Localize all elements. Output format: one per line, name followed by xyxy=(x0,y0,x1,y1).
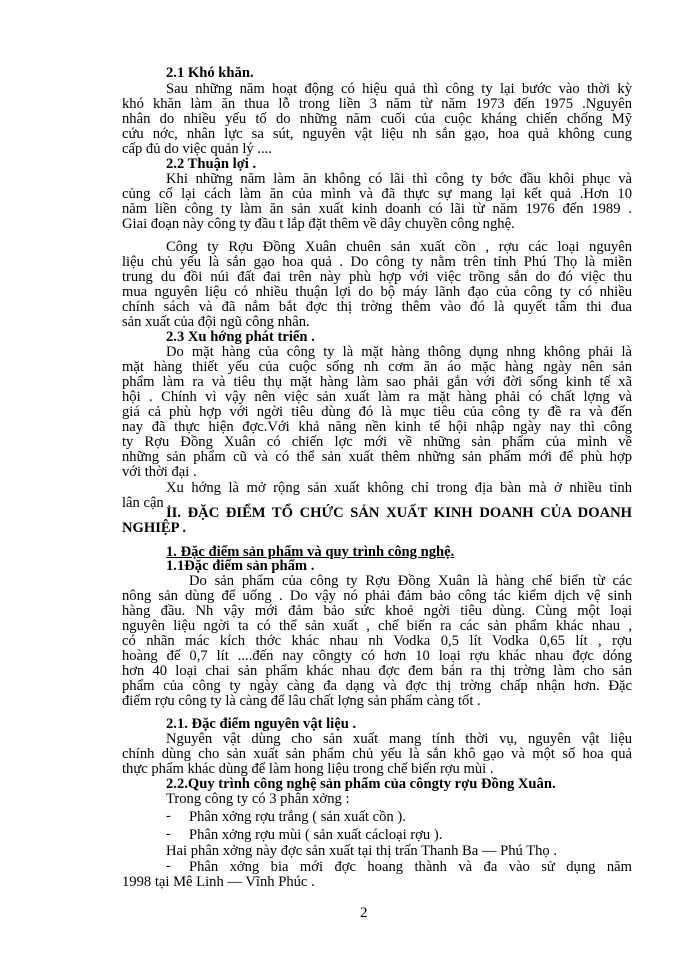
paragraph-line: hoàng đế 0,7 lít ....đến nay côngty có hơn 10 loại rợu khác nhau đợc dóng xyxy=(122,648,632,664)
list-item: Phân xởng bia mới đợc hoang thành và đa vào sử dụng năm xyxy=(189,859,632,875)
bullet-dash: - xyxy=(166,858,171,874)
heading-2-2-quy-trinh: 2.2.Quy trình công nghệ sản phẩm của côngty rợu Đồng Xuân. xyxy=(166,776,556,792)
paragraph-line: nông sản dùng để uống . Do vậy nó phải đảm bảo công tác kiểm dịch vệ sinh xyxy=(122,588,632,604)
paragraph-line: trung du đồi núi đất đai trên này phù hợp với việc trồng sắn do đó việc thu xyxy=(122,269,632,285)
paragraph-line: chính sách và đã nắm bắt đợc thị trờng thêm vào đó là quyết tâm thi đua xyxy=(122,299,632,315)
paragraph-line: nguyên liệu ngời ta có thể sản xuất , chế biến ra các sản phẩm khác nhau , xyxy=(122,618,632,634)
paragraph-line: cấp đủ do việc quản lý .... xyxy=(122,141,272,157)
paragraph-line: Do sản phẩm của công ty Rợu Đồng Xuân là hàng chế biến từ các xyxy=(189,573,632,589)
paragraph-line: hàng đầu. Nh vậy mới đảm bảo sức khoẻ ngời tiêu dùng. Cùng một loại xyxy=(122,603,632,619)
paragraph-line: Do mặt hàng của công ty là mặt hàng thông dụng nhng không phải là xyxy=(166,344,632,360)
paragraph-line: hơn 40 loại chai sản phẩm khác nhau đợc đem bán ra thị trờng làm cho sản xyxy=(122,663,632,679)
heading-1-dac-diem-san-pham: 1. Đặc điểm sản phẩm và quy trình công nghệ. xyxy=(166,544,455,560)
paragraph-line: Hai phân xởng này đợc sản xuất tại thị trấn Thanh Ba — Phú Thọ . xyxy=(166,843,558,859)
paragraph-line: Trong công ty có 3 phân xởng : xyxy=(166,791,350,807)
paragraph-line: khó khăn làm ăn thua lỗ trong liền 3 năm từ năm 1973 đến 1975 .Nguyên xyxy=(122,96,632,112)
paragraph-line: Công ty Rợu Đồng Xuân chuên sản xuất cồn , rợu các loại nguyên xyxy=(166,239,632,255)
paragraph-line: chính dùng cho sản xuất sản phẩm chủ yếu là sắn khô gạo và một số hoa quả xyxy=(122,746,632,762)
part-ii-heading: II. ĐẶC ĐIỂM TỔ CHỨC SẢN XUẤT KINH DOANH CỦA DOANH xyxy=(166,505,632,521)
paragraph-line: lân cận . xyxy=(122,495,172,511)
paragraph-line: năm liền công ty làm ăn sản xuất kinh doanh có lãi từ năm 1976 đến 1989 . xyxy=(122,201,632,217)
paragraph-line: giá cả phù hợp với ngời tiêu dùng đó là mục tiêu của công ty đề ra và đến xyxy=(122,404,632,420)
page-number: 2 xyxy=(360,905,368,921)
bullet-dash: - xyxy=(166,808,171,824)
subheading-1-1: 1.1Đặc điểm sản phẩm . xyxy=(166,558,315,574)
heading-2-2-thuan-loi: 2.2 Thuận lợi . xyxy=(166,156,257,172)
paragraph-line: củng cố lại cách làm ăn của mình và đã thực sự mang lại kết quả .Hơn 10 xyxy=(122,186,632,202)
paragraph-line: mua nguyên liệu có nhiều thuận lợi do bộ máy lãnh đạo của công ty có nhiều xyxy=(122,284,632,300)
part-ii-heading-cont: NGHIỆP . xyxy=(122,520,187,536)
paragraph-line: điểm rợu công ty là càng để lâu chất lợng sản phẩm càng tốt . xyxy=(122,693,481,709)
paragraph-line: phẩm của công ty ngày càng đa dạng và đợc thị trờng chấp nhận hơn. Đặc xyxy=(122,678,632,694)
paragraph-line: với thời đại . xyxy=(122,464,197,480)
paragraph-line: Giai đoạn này công ty đầu t lắp đặt thêm về dây chuyền công nghệ. xyxy=(122,216,515,232)
list-item-cont: 1998 tại Mê Linh — Vĩnh Phúc . xyxy=(122,874,315,890)
heading-2-3-xu-huong: 2.3 Xu hớng phát triển . xyxy=(166,329,315,345)
paragraph-line: Nguyên vật dùng cho sản xuất mang tính thời vụ, nguyên vật liệu xyxy=(166,731,632,747)
paragraph-line: nay đã thực hiện đợc.Với khả năng nền kinh tế hội nhập ngày nay thì công xyxy=(122,419,632,435)
paragraph-line: nhân do nhiều yếu tố do những năm cuối của cuộc kháng chiến chống Mỹ xyxy=(122,111,632,127)
list-item: Phân xởng rợu trắng ( sản xuất cồn ). xyxy=(189,809,406,825)
list-item: Phân xởng rợu mùi ( sản xuất cácloại rợu ). xyxy=(189,827,443,843)
heading-2-1-nguyen-vat-lieu: 2.1. Đặc điểm nguyên vật liệu . xyxy=(166,716,357,732)
paragraph-line: Xu hớng là mở rộng sản xuất không chỉ trong địa bàn mà ở nhiều tỉnh xyxy=(166,480,632,496)
paragraph-line: cứu nớc, nhân lực sa sút, nguyên vật liệu nh sắn gạo, hoa quả không cung xyxy=(122,126,632,142)
paragraph-line: hội . Chính vì vậy nên việc sản xuất làm ra mặt hàng phải có chất lợng và xyxy=(122,389,632,405)
paragraph-line: liệu chủ yếu là sắn gạo hoa quả . Do công ty nằm trên tỉnh Phú Thọ là miền xyxy=(122,254,632,270)
heading-2-1-kho-khan: 2.1 Khó khăn. xyxy=(166,65,254,81)
paragraph-line: sản xuất của đội ngũ công nhân. xyxy=(122,314,310,330)
paragraph-line: thực phẩm khác dùng để làm hong liệu trong chế biến rợu mùi . xyxy=(122,761,494,777)
paragraph-line: có nhãn mác kích thớc khác nhau nh Vodka 0,5 lít Vodka 0,65 lít , rợu xyxy=(122,633,632,649)
paragraph-line: Sau những năm hoạt động có hiệu quả thì công ty lại bước vào thời kỳ xyxy=(166,81,632,97)
paragraph-line: phẩm làm ra và tiêu thụ mặt hàng làm sao phải gắn với đời sống kinh tế xã xyxy=(122,374,632,390)
paragraph-line: mặt hàng thiết yếu của cuộc sống nh cơm ăn áo mặc hàng ngày nên sản xyxy=(122,359,632,375)
bullet-dash: - xyxy=(166,826,171,842)
paragraph-line: những sản phẩm cũ và có thể sản xuất thêm những sản phẩm mới để phù hợp xyxy=(122,449,632,465)
paragraph-line: Khi những năm làm ăn không có lãi thì công ty bớc đầu khôi phục và xyxy=(166,171,632,187)
paragraph-line: ty Rợu Đồng Xuân có chiến lợc mới về những sản phẩm của mình về xyxy=(122,434,632,450)
